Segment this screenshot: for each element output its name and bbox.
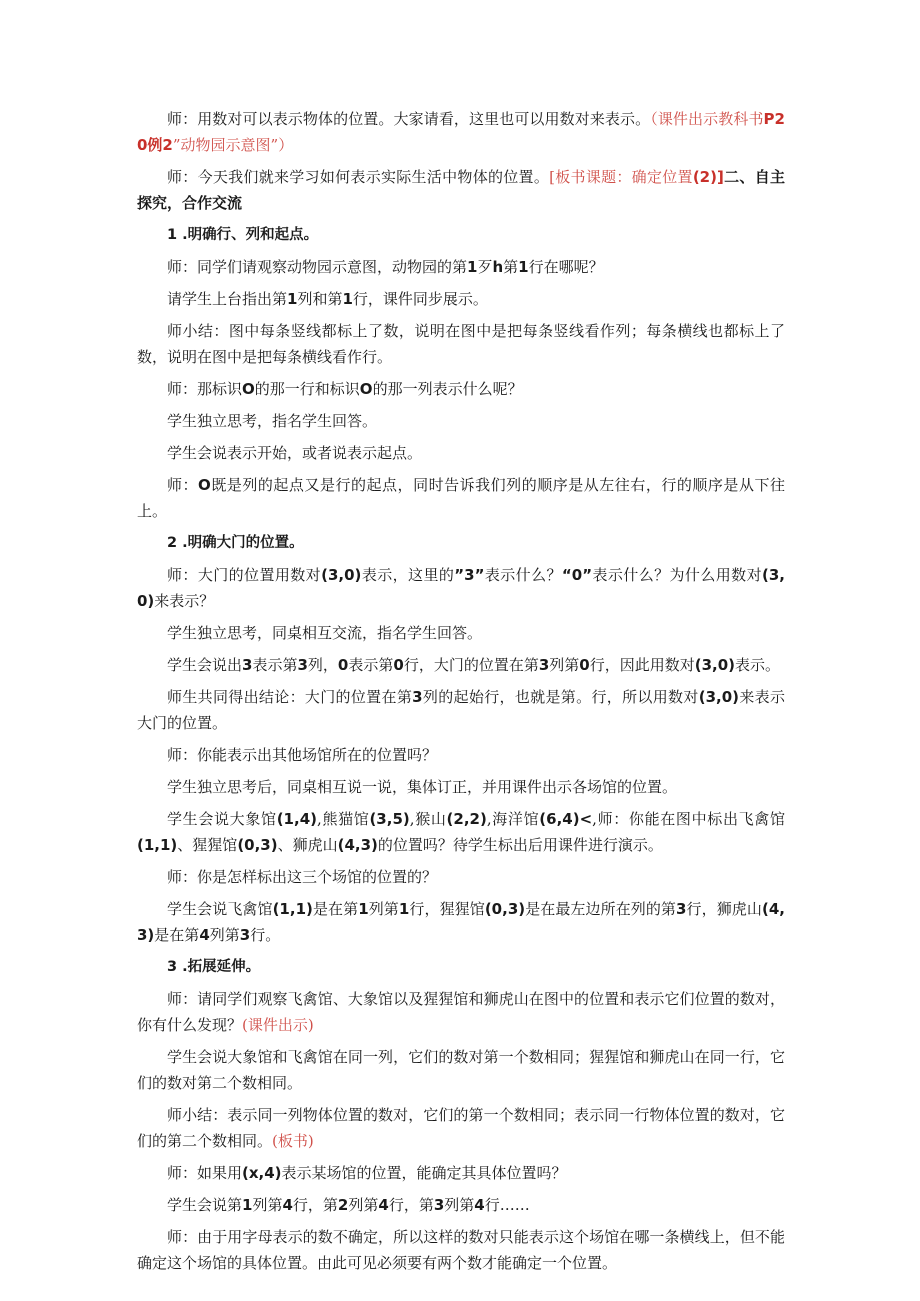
courseware-note-2: (课件出示) [242,1016,314,1034]
text-run: 3 [538,656,550,674]
text-run: ”3” [454,566,485,584]
text-run: 表示。 [735,656,781,674]
text-run: (3,0) [321,566,362,584]
text-run: (3,0) [137,566,785,610]
text-run: 1 [398,900,410,918]
text-run: 3 [433,1196,445,1214]
text-run: 表示某场馆的位置，能确定其具体位置吗？ [281,1164,567,1182]
text-run: ,师：你能在图中标出飞禽馆 [592,810,785,828]
text-run: (1,1) [137,836,178,854]
text-run: 0 [393,656,404,674]
text-run: 表示什么？ [484,566,562,584]
text-run: (6,4)< [539,810,593,828]
s1-paragraph-2 [137,286,785,312]
board-title-note: [板书课题：确定位置 [549,168,693,186]
s2-paragraph-4 [137,684,785,736]
text-run: (4,3) [337,836,378,854]
text-run: 行。 [250,926,281,944]
zoo-diagram-note: ”动物园示意图”） [172,136,294,154]
text-run: 行在哪呢？ [528,258,604,276]
s2-paragraph-3 [137,652,785,678]
s2-paragraph-6: 学生独立思考后，同桌相互说一说，集体订正，并用课件出示各场馆的位置。 [167,778,678,796]
text-run: 列第 [549,656,580,674]
text-run: O [242,380,255,398]
text-run: 1 [467,258,478,276]
s3-paragraph-5 [137,1192,785,1218]
text-run: (0,3) [484,900,526,918]
text-run: 行，大门的位置在第 [403,656,539,674]
text-run: 的位置吗？待学生标出后用课件进行演示。 [377,836,663,854]
text-run: 列和第 [297,290,343,308]
text-run: 行，第 [388,1196,434,1214]
text-run: 学生会说出 [167,656,243,674]
text-run: 0 [579,656,590,674]
text-run: 行，第 [292,1196,338,1214]
text-run: 3 [239,926,251,944]
text-run: 列第 [368,900,399,918]
text-run: 1 [358,900,369,918]
text-run: 3 [412,688,423,706]
s3-paragraph-4 [137,1160,785,1186]
board-note: (板书) [272,1132,314,1150]
text-run: 师：大门的位置用数对 [167,566,322,584]
text-run: 师：同学们请观察动物园示意图，动物园的第 [167,258,468,276]
text-run: 的那一列表示什么呢？ [372,380,523,398]
text-run: 既是列的起点又是行的起点，同时告诉我们列的顺序是从左往右，行的顺序是从下往上。 [137,476,785,520]
text-run: 来表示？ [154,592,215,610]
s3-paragraph-2: 学生会说大象馆和飞禽馆在同一列，它们的数对第一个数相同；猩猩馆和狮虎山在同一行，它们的数对第二个数相同。 [137,1048,785,1092]
s2-paragraph-1 [137,562,785,614]
s3-paragraph-3 [137,1102,785,1154]
text-run: 1 [287,290,298,308]
s1-paragraph-3: 师小结：图中每条竖线都标上了数，说明在图中是把每条竖线看作列；每条横线也都标上了数，说明在图中是把每条横线看作行。 [137,322,785,366]
text-run: 0 [337,656,349,674]
text-run: 行，课件同步展示。 [352,290,488,308]
text-run: (1,1) [272,900,313,918]
text-run: 来表示大门的位置。 [137,688,785,732]
text-run: 行，猩猩馆 [409,900,485,918]
text-run: 3 [242,656,253,674]
text-run: 是在第 [312,900,359,918]
paragraph-topic [137,164,785,216]
text-run: 4 [474,1196,485,1214]
text-run: 列第 [252,1196,283,1214]
text-run: 师：那标识 [167,380,243,398]
text-run: 3 [676,900,687,918]
intro-text: 师：用数对可以表示物体的位置。大家请看，这里也可以用数对来表示。 [167,110,651,128]
text-run: 列第 [444,1196,475,1214]
heading-gate-position: 2 .明确大门的位置。 [167,535,304,551]
s3-paragraph-1 [137,986,785,1038]
s2-paragraph-2: 学生独立思考，同桌相互交流，指名学生回答。 [167,624,483,642]
s2-paragraph-8: 师：你是怎样标出这三个场馆的位置的？ [167,868,438,886]
text-run: 4 [282,1196,293,1214]
document-page [137,106,785,1282]
text-run: (3,0) [694,656,736,674]
text-run: “0” [561,566,593,584]
text-run: (x,4) [242,1164,282,1182]
topic-text: 师：今天我们就来学习如何表示实际生活中物体的位置。 [167,168,550,186]
text-run: 请学生上台指出第 [167,290,288,308]
text-run: 1 [242,1196,253,1214]
text-run: ,海洋馆 [486,810,540,828]
text-run: 的那一行和标识 [254,380,360,398]
text-run: 是在最左边所在列的第 [525,900,677,918]
text-run: ,猴山 [409,810,447,828]
text-run: 表示第 [252,656,298,674]
text-run: 2 [337,1196,349,1214]
text-run: 学生会说大象馆 [167,810,277,828]
heading-rows-columns: 1 .明确行、列和起点。 [167,227,319,243]
text-run: 列第 [209,926,240,944]
text-run: 4 [378,1196,389,1214]
s2-paragraph-9 [137,896,785,948]
board-title-number: (2)] [692,168,724,186]
textbook-page-ref: P20例2 [137,110,785,154]
text-run: 师生共同得出结论：大门的位置在第 [167,688,413,706]
text-run: 列， [307,656,338,674]
text-run: 是在第 [154,926,200,944]
text-run: (3,0) [698,688,740,706]
s2-paragraph-5: 师：你能表示出其他场馆所在的位置吗？ [167,746,438,764]
text-run: 行，因此用数对 [589,656,695,674]
text-run: 学生会说第 [167,1196,243,1214]
text-run: (2,2) [446,810,487,828]
text-run: 表示什么？为什么用数对 [592,566,762,584]
paragraph-intro [137,106,785,158]
text-run: 师： [167,476,199,494]
courseware-note: （课件出示教科书 [650,110,764,128]
text-run: 3 [297,656,308,674]
text-run: 、狮虎山 [277,836,338,854]
text-run: ,熊猫馆 [317,810,370,828]
heading-extension: 3 .拓展延伸。 [167,959,261,975]
text-run: 行…… [484,1196,530,1214]
text-run: 列的起始行，也就是第。行，所以用数对 [422,688,699,706]
text-run: h [492,258,504,276]
s1-paragraph-1 [137,254,785,280]
text-run: 列第 [348,1196,379,1214]
text-run: 师小结：表示同一列物体位置的数对，它们的第一个数相同；表示同一行物体位置的数对，它们的第二个数相同。 [137,1106,785,1150]
text-run: 歹 [477,258,493,276]
s1-paragraph-5: 学生独立思考，指名学生回答。 [167,412,378,430]
text-run: (0,3) [237,836,278,854]
text-run: 第 [503,258,519,276]
text-run: 师：如果用 [167,1164,243,1182]
text-run: (4,3) [137,900,785,944]
text-run: 学生会说飞禽馆 [167,900,273,918]
s1-paragraph-7 [137,472,785,524]
s1-paragraph-4 [137,376,785,402]
text-run: 、猩猩馆 [177,836,238,854]
text-run: 表示，这里的 [361,566,455,584]
text-run: 1 [518,258,529,276]
text-run: 行，狮虎山 [686,900,762,918]
text-run: O [198,476,211,494]
s2-paragraph-7 [137,806,785,858]
text-run: 1 [342,290,353,308]
text-run: (1,4) [276,810,317,828]
text-run: 师：请同学们观察飞禽馆、大象馆以及猩猩馆和狮虎山在图中的位置和表示它们位置的数对，你有什么发现？ [137,990,785,1034]
s1-paragraph-6: 学生会说表示开始，或者说表示起点。 [167,444,423,462]
s3-paragraph-6: 师：由于用字母表示的数不确定，所以这样的数对只能表示这个场馆在哪一条横线上，但不能确定这个场馆的具体位置。由此可见必须要有两个数才能确定一个位置。 [137,1228,785,1272]
text-run: 表示第 [348,656,394,674]
text-run: O [359,380,373,398]
section-title-explore: 二、自主探究，合作交流 [137,168,785,212]
text-run: 4 [199,926,210,944]
text-run: (3,5) [369,810,410,828]
